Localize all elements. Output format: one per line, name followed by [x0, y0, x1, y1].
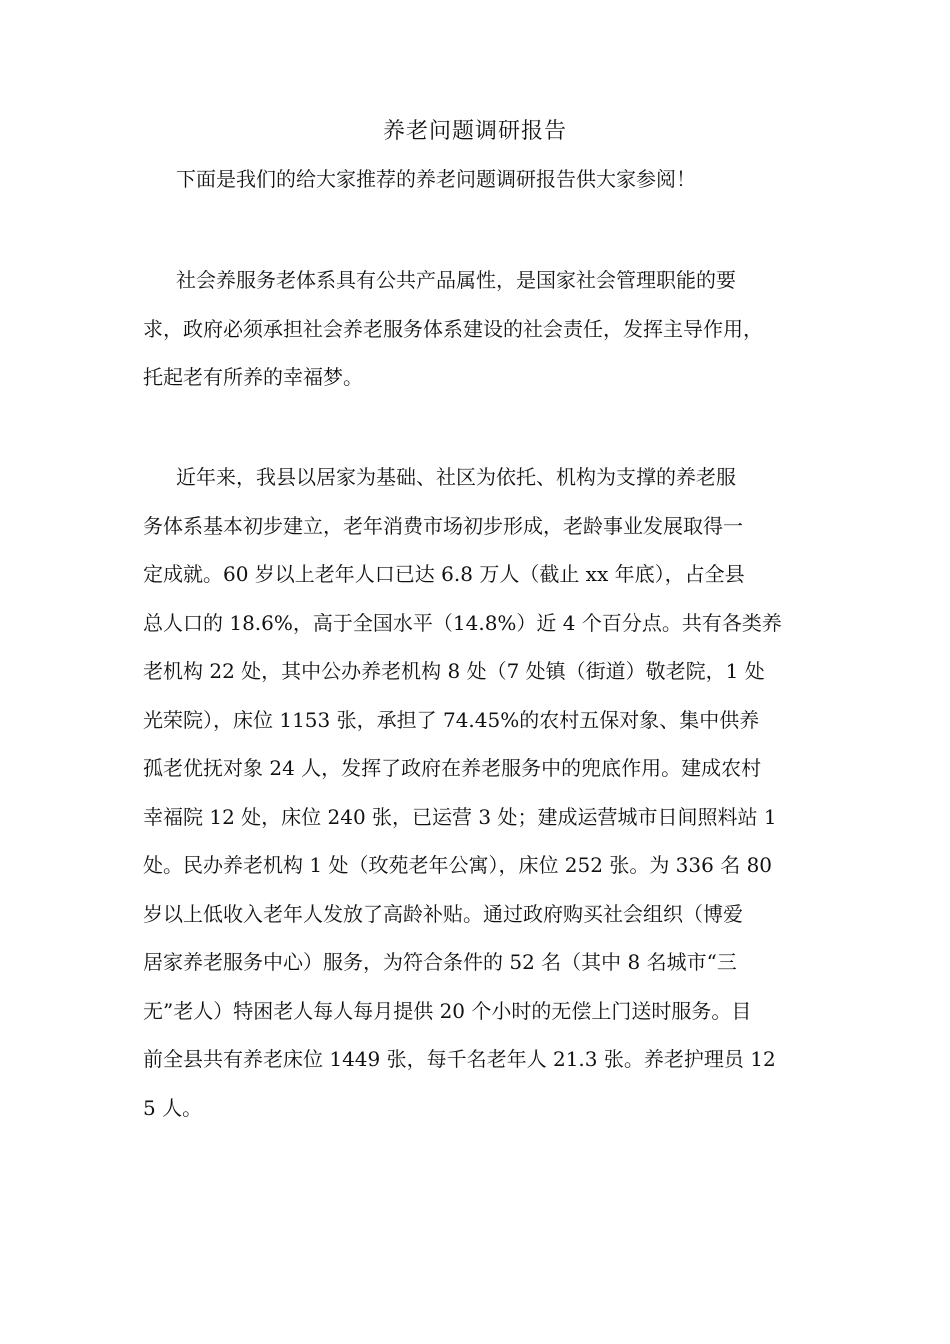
paragraph-line: 孤老优抚对象 24 人，发挥了政府在养老服务中的兜底作用。建成农村 — [143, 756, 762, 780]
paragraph-line: 光荣院），床位 1153 张，承担了 74.45%的农村五保对象、集中供养 — [143, 707, 760, 732]
paragraph-line: 近年来，我县以居家为基础、社区为依托、机构为支撑的养老服 — [176, 465, 736, 489]
paragraph-line: 求，政府必须承担社会养老服务体系建设的社会责任，发挥主导作用， — [143, 316, 763, 341]
paragraph-line: 幸福院 12 处，床位 240 张，已运营 3 处；建成运营城市日间照料站 1 — [143, 804, 777, 829]
paragraph-1 — [143, 256, 833, 402]
paragraph-line: 老机构 22 处，其中公办养老机构 8 处（7 处镇（街道）敬老院，1 处 — [143, 659, 765, 683]
paragraph-line: 定成就。60 岁以上老年人口已达 6.8 万人（截止 xx 年底），占全县 — [143, 562, 745, 586]
paragraph-line: 总人口的 18.6%，高于全国水平（14.8%）近 4 个百分点。共有各类养 — [143, 610, 782, 635]
paragraph-line: 社会养服务老体系具有公共产品属性，是国家社会管理职能的要 — [176, 268, 736, 292]
paragraph-line: 居家养老服务中心）服务，为符合条件的 52 名（其中 8 名城市“三 — [143, 950, 737, 974]
paragraph-line: 处。民办养老机构 1 处（玫苑老年公寓），床位 252 张。为 336 名 80 — [143, 853, 773, 877]
paragraph-line: 托起老有所养的幸福梦。 — [143, 365, 363, 389]
intro-text: 下面是我们的给大家推荐的养老问题调研报告供大家参阅！ — [176, 167, 696, 191]
paragraph-line: 5 人。 — [143, 1095, 203, 1120]
paragraph-line: 无”老人）特困老人每人每月提供 20 个小时的无偿上门送时服务。目 — [143, 998, 752, 1023]
paragraph-2 — [143, 453, 833, 1132]
paragraph-line: 岁以上低收入老年人发放了高龄补贴。通过政府购买社会组织（博爱 — [143, 901, 743, 926]
paragraph-line: 务体系基本初步建立，老年消费市场初步形成，老龄事业发展取得一 — [143, 513, 743, 538]
document-title: 养老问题调研报告 — [382, 119, 567, 144]
paragraph-line: 前全县共有养老床位 1449 张，每千名老年人 21.3 张。养老护理员 12 — [143, 1047, 776, 1071]
